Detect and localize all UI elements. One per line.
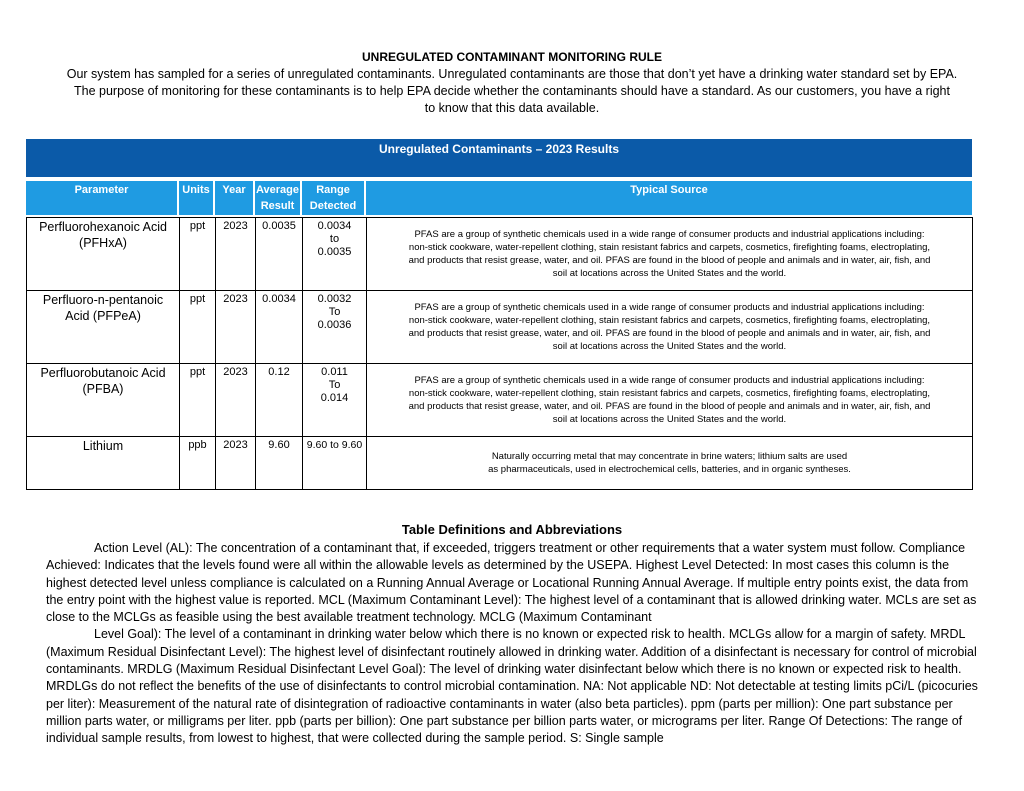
- intro-line: The purpose of monitoring for these contaminants is to help EPA decide whether the contaminants should have a standard. As our customers, you have a right: [74, 84, 950, 98]
- definitions-paragraph: Action Level (AL): The concentration of a contaminant that, if exceeded, triggers treatment or other requirements that a water system must follow. Compliance Achieved: Indicates that the levels found were all within the allowable levels as determined by the USEPA. Highest Level Detected: In most cases this column is the highest detected level unless compliance is calculated on a Running Annual Average or Locational Running Annual Average. If multiple entry points exist, the data from the entry point with the highest value is reported. MCL (Maximum Contaminant Level): The highest level of a contaminant that is allowed drinking water. MCLs are set as close to the MCLGs as feasible using the best available treatment technology. MCLG (Maximum Contaminant: [46, 541, 977, 625]
- year-cell: 2023: [216, 437, 256, 490]
- parameter-cell: Perfluorohexanoic Acid (PFHxA): [27, 218, 180, 291]
- table-row: [27, 218, 973, 291]
- intro-line: Our system has sampled for a series of unregulated contaminants. Unregulated contaminants are those that don’t yet have a drinking water standard set by EPA.: [66, 67, 958, 81]
- parameter-cell: Perfluoro-n-pentanoic Acid (PFPeA): [27, 291, 180, 364]
- column-header-parameter: Parameter: [26, 181, 177, 215]
- year-cell: 2023: [216, 218, 256, 291]
- source-cell: PFAS are a group of synthetic chemicals used in a wide range of consumer products and industrial applications including: non-stick cookware, water-repellent clothing, stain resistant fabrics and carpets, cosmetics, firefighting foams, electroplating, and products that resist grease, water, and oil. PFAS are found in the blood of people and animals and in water, air, fish, and soil at locations across the United States and the world.: [367, 218, 973, 291]
- column-header-source: Typical Source: [366, 181, 972, 215]
- column-header-year: Year: [215, 181, 253, 215]
- table-row: [27, 364, 973, 437]
- table-title: Unregulated Contaminants – 2023 Results: [378, 142, 620, 156]
- average-cell: 0.0034: [256, 291, 303, 364]
- parameter-cell: Perfluorobutanoic Acid (PFBA): [27, 364, 180, 437]
- intro-text: [40, 66, 984, 117]
- definitions-body: [46, 540, 981, 748]
- table-row: [27, 437, 973, 490]
- units-cell: ppt: [180, 291, 216, 364]
- source-cell: PFAS are a group of synthetic chemicals used in a wide range of consumer products and industrial applications including: non-stick cookware, water-repellent clothing, stain resistant fabrics and carpets, cosmetics, firefighting foams, electroplating, and products that resist grease, water, and oil. PFAS are found in the blood of people and animals and in water, air, fish, and soil at locations across the United States and the world.: [367, 291, 973, 364]
- units-cell: ppt: [180, 364, 216, 437]
- column-header-range: Range Detected: [302, 181, 364, 215]
- column-header-average: Average Result: [255, 181, 300, 215]
- definitions-title: Table Definitions and Abbreviations: [401, 522, 623, 537]
- year-cell: 2023: [216, 291, 256, 364]
- table-title-banner: [26, 139, 972, 177]
- table-row: [27, 291, 973, 364]
- parameter-cell: Lithium: [27, 437, 180, 490]
- column-header-units: Units: [179, 181, 213, 215]
- range-cell: 0.0032 To 0.0036: [303, 291, 367, 364]
- range-cell: 9.60 to 9.60: [303, 437, 367, 490]
- average-cell: 0.0035: [256, 218, 303, 291]
- units-cell: ppt: [180, 218, 216, 291]
- year-cell: 2023: [216, 364, 256, 437]
- source-cell: PFAS are a group of synthetic chemicals used in a wide range of consumer products and industrial applications including: non-stick cookware, water-repellent clothing, stain resistant fabrics and carpets, cosmetics, firefighting foams, electroplating, and products that resist grease, water, and oil. PFAS are found in the blood of people and animals and in water, air, fish, and soil at locations across the United States and the world.: [367, 364, 973, 437]
- range-cell: 0.011 To 0.014: [303, 364, 367, 437]
- definitions-paragraph: Level Goal): The level of a contaminant in drinking water below which there is no known or expected risk to health. MCLGs allow for a margin of safety. MRDL (Maximum Residual Disinfectant Level): The highest level of disinfectant routinely allowed in drinking water. Addition of a disinfectant is necessary for control of microbial contaminants. MRDLG (Maximum Residual Disinfectant Level Goal): The level of drinking water disinfectant below which there is no known or expected risk to health. MRDLGs do not reflect the benefits of the use of disinfectants to control microbial contamination. NA: Not applicable ND: Not detectable at testing limits pCi/L (picocuries per liter): Measurement of the natural rate of disintegration of radioactive contaminants in water (also beta particles). ppm (parts per million): One part substance per million parts water, or milligrams per liter. ppb (parts per billion): One part substance per billion parts water, or micrograms per liter. Range Of Detections: The range of individual sample results, from lowest to highest, that were collected during the sample period. S: Single sample: [46, 627, 978, 746]
- average-cell: 0.12: [256, 364, 303, 437]
- units-cell: ppb: [180, 437, 216, 490]
- results-table: [26, 217, 973, 490]
- source-cell: Naturally occurring metal that may concentrate in brine waters; lithium salts are used as pharmaceuticals, used in electrochemical cells, batteries, and in organic syntheses.: [367, 437, 973, 490]
- average-cell: 9.60: [256, 437, 303, 490]
- page-title: UNREGULATED CONTAMINANT MONITORING RULE: [362, 50, 662, 64]
- intro-line: to know that this data available.: [424, 101, 600, 115]
- range-cell: 0.0034 to 0.0035: [303, 218, 367, 291]
